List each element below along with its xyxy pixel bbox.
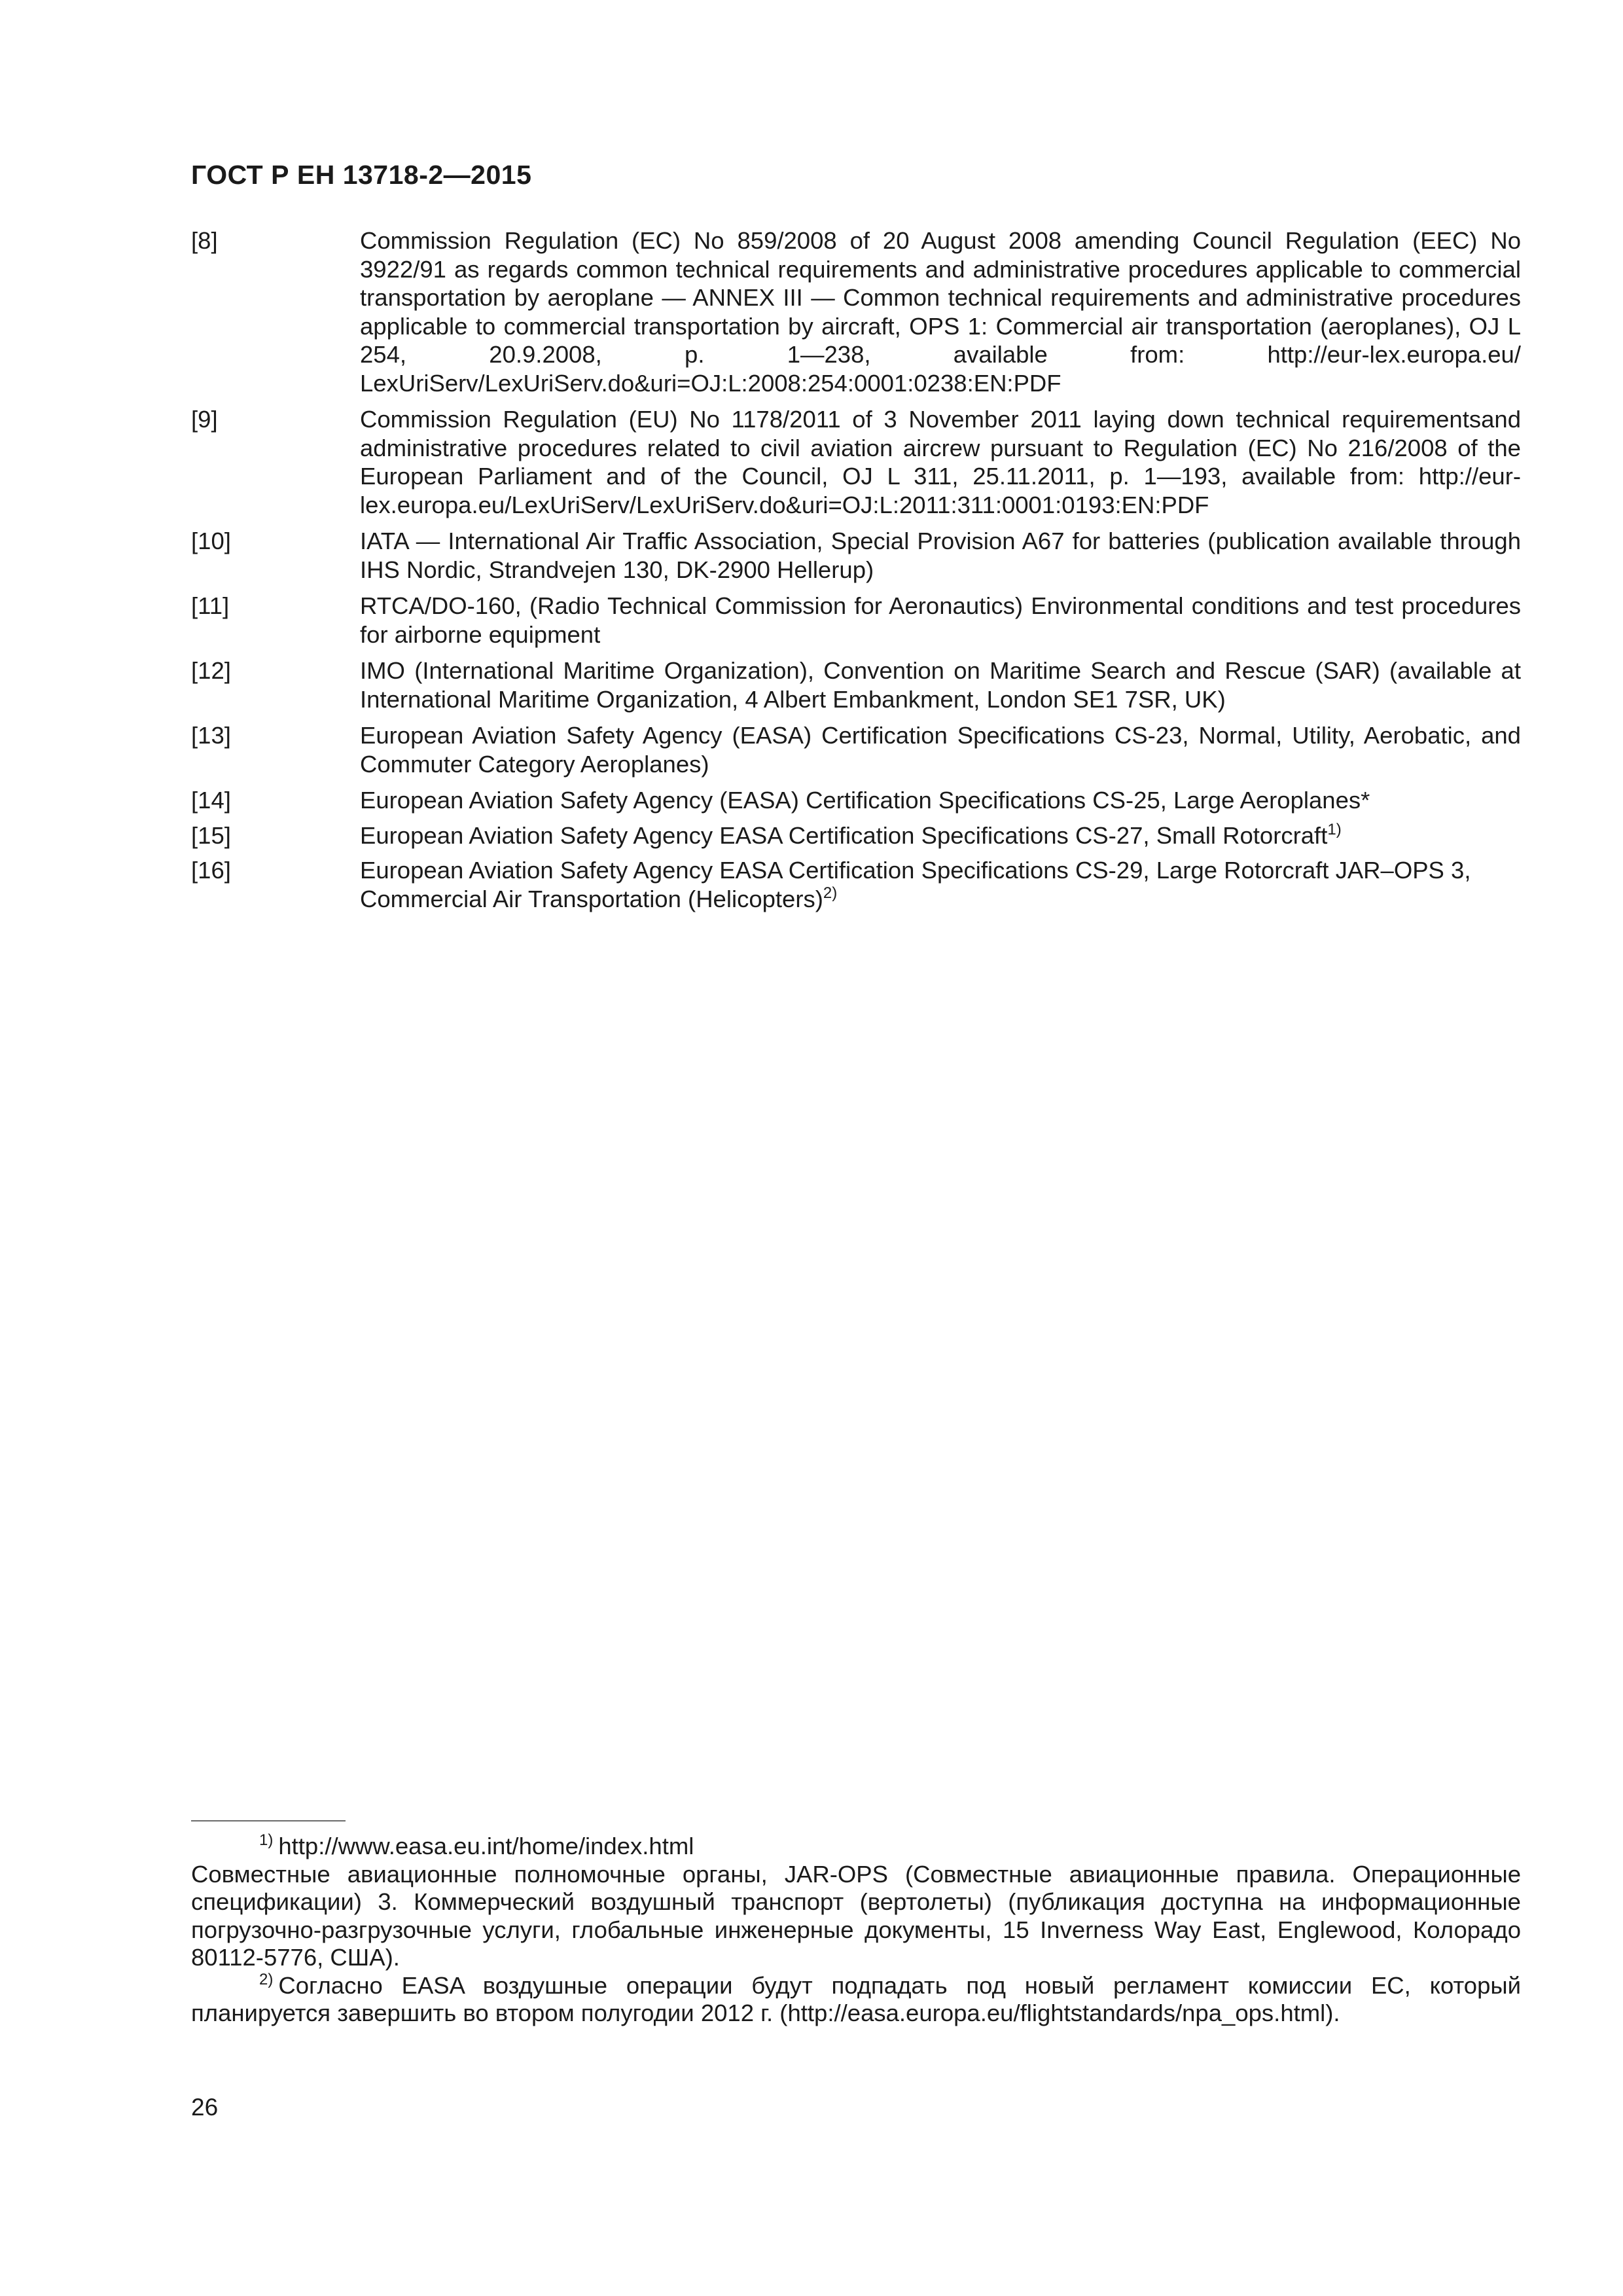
reference-item xyxy=(191,721,1521,778)
reference-number: [14] xyxy=(191,787,231,814)
footnote-2-marker: 2) xyxy=(259,1970,274,1988)
footnotes xyxy=(191,1833,1521,2028)
reference-item xyxy=(191,405,1521,519)
reference-text: European Aviation Safety Agency EASA Certification Specifications CS-27, Small Rotorcraft xyxy=(360,821,1328,849)
page-number: 26 xyxy=(191,2094,219,2121)
footnote-1-url-line xyxy=(191,1833,1521,1861)
reference-number: [16] xyxy=(191,857,231,884)
footnote-1-url: http://www.easa.eu.int/home/index.html xyxy=(278,1833,694,1859)
reference-number: [9] xyxy=(191,406,218,433)
reference-text: RTCA/DO-160, (Radio Technical Commission for Aeronautics) Environmental conditions and test procedures for airborne equipment xyxy=(360,592,1521,648)
reference-item xyxy=(191,592,1521,649)
footnote-marker: 2) xyxy=(823,884,838,902)
reference-text: IATA — International Air Traffic Association, Special Provision A67 for batteries (publication available through IHS Nordic, Strandvejen 130, DK-2900 Hellerup) xyxy=(360,528,1521,583)
reference-number: [15] xyxy=(191,821,231,849)
footnote-marker: 1) xyxy=(1327,820,1342,838)
footnote-separator xyxy=(191,1820,346,1821)
bibliography-list xyxy=(191,226,1521,921)
reference-item xyxy=(191,786,1521,815)
reference-number: [8] xyxy=(191,227,218,254)
reference-item xyxy=(191,856,1521,913)
reference-text: European Aviation Safety Agency (EASA) Certification Specifications CS-23, Normal, Utility, Aerobatic, and Commuter Category Aeroplanes) xyxy=(360,722,1521,778)
reference-number: [12] xyxy=(191,657,231,684)
footnote-2 xyxy=(191,1972,1521,2028)
reference-number: [10] xyxy=(191,528,231,554)
reference-item xyxy=(191,527,1521,584)
reference-item xyxy=(191,656,1521,713)
reference-item xyxy=(191,821,1521,850)
reference-text: European Aviation Safety Agency (EASA) Certification Specifications CS-25, Large Aeroplanes* xyxy=(360,787,1370,814)
footnote-2-body: Согласно EASA воздушные операции будут подпадать под новый регламент комиссии ЕС, который планируется завершить во втором полугодии 2012 г. (http://easa.europa.eu/flightstandards/npa_ops.html). xyxy=(191,1971,1521,2026)
reference-text-wrap xyxy=(360,856,1521,913)
reference-text-wrap xyxy=(360,821,1521,850)
reference-text: Commission Regulation (EU) No 1178/2011 of 3 November 2011 laying down technical requirementsand administrative procedures related to civil aviation aircrew pursuant to Regulation (EC) No 216/2008 of the European Parliament and of the Council, OJ L 311, 25.11.2011, p. 1—193, available from: http://eur-lex.europa.eu/LexUriServ/LexUriServ.do&uri=OJ:L:2011:311:0001:0193:EN:PDF xyxy=(360,406,1521,518)
document-header-title: ГОСТ Р ЕН 13718-2—2015 xyxy=(191,160,532,190)
reference-number: [11] xyxy=(191,592,230,619)
footnote-1-body: Совместные авиационные полномочные органы, JAR-OPS (Совместные авиационные правила. Операционные спецификации) 3. Коммерческий воздушный транспорт (вертолеты) (публикация доступна на информационные погрузочно-разгрузочные услуги, глобальные инженерные документы, 15 Inverness Way East, Englewood, Колорадо 80112-5776, США). xyxy=(191,1860,1521,1971)
reference-text: European Aviation Safety Agency EASA Certification Specifications CS-29, Large Rotorcraft JAR–OPS 3, Commercial Air Transportation (Helicopters) xyxy=(360,857,1471,912)
reference-text: IMO (International Maritime Organization), Convention on Maritime Search and Rescue (SAR) (available at International Maritime Organization, 4 Albert Embankment, London SE1 7SR, UK) xyxy=(360,657,1521,713)
reference-number: [13] xyxy=(191,722,231,749)
reference-text: Commission Regulation (EC) No 859/2008 of 20 August 2008 amending Council Regulation (EEC) No 3922/91 as regards common technical requirements and administrative procedures applicable to commercial transportation by aeroplane — ANNEX III — Common technical requirements and administrative procedures applicable to commercial transportation by aircraft, OPS 1: Commercial air transportation (aeroplanes), OJ L 254, 20.9.2008, p. 1—238, available from: http://eur-lex.europa.eu/ LexUriServ/LexUriServ.do&uri=OJ:L:2008:254:0001:0238:EN:PDF xyxy=(360,227,1521,397)
footnote-1-marker: 1) xyxy=(259,1831,274,1849)
reference-item xyxy=(191,226,1521,397)
